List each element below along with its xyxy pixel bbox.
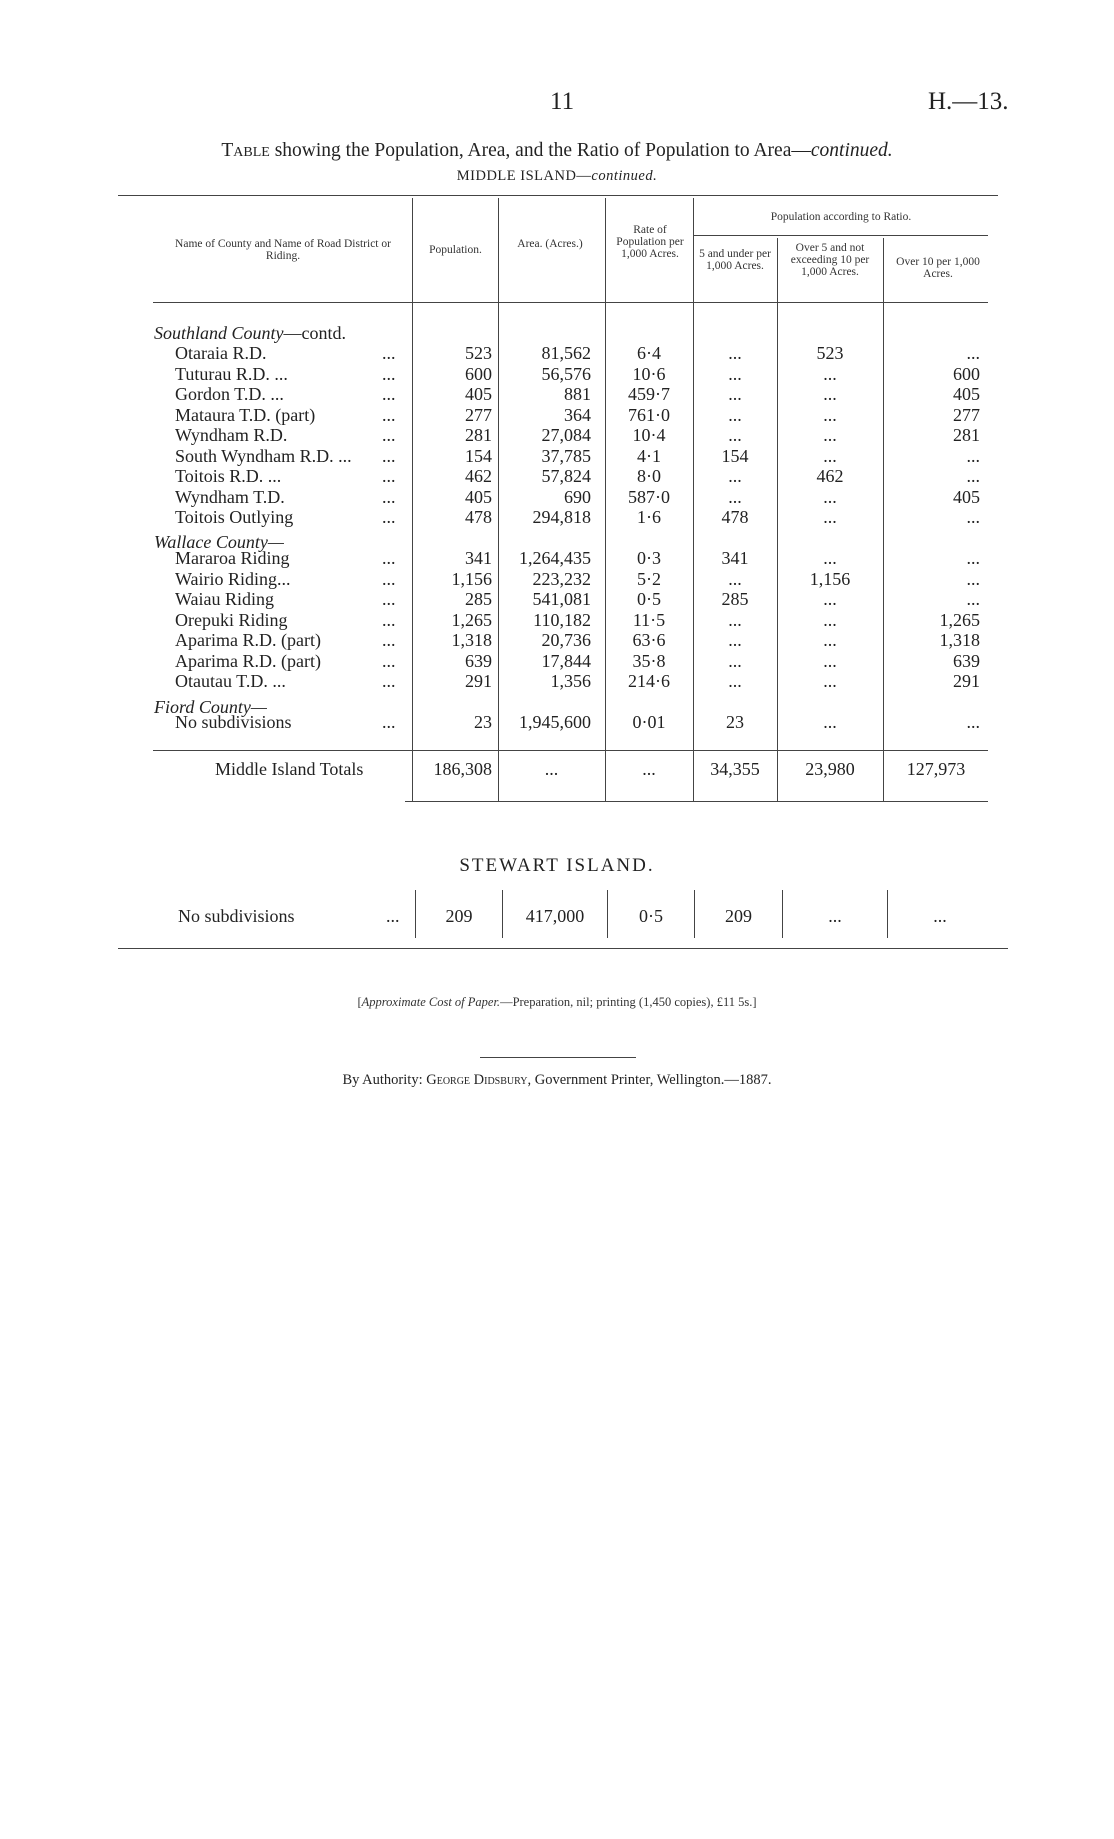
- cell-name: Orepuki Riding: [175, 609, 288, 630]
- cell-area: 20,736: [541, 630, 591, 650]
- authority-rule: [480, 1057, 636, 1058]
- cell-ratio-mid: ...: [823, 425, 837, 445]
- cell-leader-dots: ...: [382, 343, 396, 363]
- cell-ratio-mid: 1,156: [809, 568, 851, 589]
- cell-ratio-mid: ...: [823, 589, 837, 609]
- cell-ratio-high: 1,318: [939, 630, 980, 650]
- authority-prefix: By Authority:: [342, 1072, 427, 1088]
- totals-bottom-rule: [405, 801, 988, 802]
- cell-name: Otautau T.D. ...: [175, 671, 286, 691]
- table-top-rule: [118, 195, 998, 196]
- cell-ratio-low: ...: [728, 425, 742, 445]
- cell-area: 1,945,600: [519, 712, 591, 732]
- cell-ratio-low: 23: [726, 712, 744, 732]
- cell-area: 881: [564, 384, 591, 404]
- cell-ratio-low: 154: [721, 445, 749, 466]
- cell-rate: 5·2: [637, 568, 661, 589]
- cell-ratio-high: 291: [953, 671, 980, 691]
- cell-rate: 0·01: [632, 712, 666, 732]
- stewart-bottom-rule: [118, 948, 1008, 949]
- cell-ratio-low: ...: [728, 384, 742, 404]
- header-ratio-group: Population according to Ratio.: [770, 211, 912, 223]
- cell-rate: 63·6: [632, 630, 666, 650]
- title-prefix: Table: [221, 140, 270, 161]
- cell-name: Gordon T.D. ...: [175, 384, 284, 404]
- cell-population: 285: [465, 589, 492, 609]
- cell-rate: 214·6: [628, 671, 670, 691]
- cell-ratio-low: ...: [728, 630, 742, 650]
- header-ratio-mid: Over 5 and not exceeding 10 per 1,000 Acres.: [790, 242, 870, 278]
- cell-area: 1,356: [550, 671, 591, 691]
- cell-name: No subdivisions: [175, 712, 292, 732]
- cell-ratio-mid: ...: [823, 404, 837, 425]
- cell-leader-dots: ...: [382, 384, 396, 404]
- cell-area: 1,264,435: [519, 548, 591, 568]
- cell-rate: 761·0: [628, 404, 670, 425]
- cell-population: 277: [465, 404, 492, 425]
- stewart-name: No subdivisions: [178, 906, 295, 926]
- totals-ratio-mid: 23,980: [805, 759, 855, 779]
- document-reference: H.—13.: [928, 88, 1009, 115]
- totals-area: ...: [544, 759, 559, 779]
- cell-ratio-mid: ...: [823, 712, 837, 732]
- cell-leader-dots: ...: [382, 363, 396, 384]
- cell-population: 23: [474, 712, 492, 732]
- header-name: Name of County and Name of Road District or Riding.: [175, 238, 391, 262]
- group-fiord: Fiord County—: [154, 697, 267, 717]
- cell-population: 1,318: [451, 630, 492, 650]
- authority-suffix: , Government Printer, Wellington.—1887.: [527, 1072, 772, 1088]
- cell-leader-dots: ...: [382, 507, 396, 527]
- cell-ratio-high: 281: [953, 425, 980, 445]
- cell-ratio-mid: ...: [823, 650, 837, 671]
- cell-name: Aparima R.D. (part): [175, 630, 321, 650]
- cell-ratio-low: ...: [728, 466, 742, 486]
- cell-name: Otaraia R.D.: [175, 343, 267, 363]
- cell-ratio-high: ...: [966, 548, 980, 568]
- cell-rate: 35·8: [632, 650, 666, 671]
- cell-ratio-mid: ...: [823, 384, 837, 404]
- cell-ratio-low: ...: [728, 486, 742, 507]
- totals-top-rule: [153, 750, 988, 751]
- cell-name: Tuturau R.D. ...: [175, 363, 288, 384]
- stewart-ratio-high: ...: [933, 906, 947, 926]
- cell-ratio-low: 341: [721, 548, 749, 568]
- cell-ratio-mid: ...: [823, 363, 837, 384]
- cell-name: Wyndham R.D.: [175, 425, 288, 445]
- subtitle-main: MIDDLE ISLAND—: [456, 168, 592, 184]
- cell-rate: 10·6: [632, 363, 666, 384]
- cell-rate: 0·5: [637, 589, 661, 609]
- cell-area: 57,824: [541, 466, 591, 486]
- cell-population: 1,156: [451, 568, 492, 589]
- cell-ratio-low: 285: [721, 589, 749, 609]
- cell-ratio-high: 1,265: [939, 609, 980, 630]
- cell-leader-dots: ...: [382, 712, 396, 732]
- cell-area: 37,785: [541, 445, 591, 466]
- cell-ratio-high: ...: [966, 445, 980, 466]
- cell-leader-dots: ...: [382, 466, 396, 486]
- cell-population: 478: [465, 507, 492, 527]
- cell-area: 110,182: [533, 609, 591, 630]
- cell-ratio-low: ...: [728, 650, 742, 671]
- cell-ratio-low: ...: [728, 609, 742, 630]
- cell-ratio-low: 478: [721, 507, 749, 527]
- cell-name: Mataura T.D. (part): [175, 404, 316, 425]
- cell-ratio-high: ...: [966, 568, 980, 589]
- header-rate: Rate of Population per 1,000 Acres.: [616, 224, 684, 260]
- cell-leader-dots: ...: [382, 486, 396, 507]
- cell-leader-dots: ...: [382, 589, 396, 609]
- cell-population: 405: [465, 486, 492, 507]
- cell-ratio-low: ...: [728, 671, 742, 691]
- header-population: Population.: [429, 244, 482, 256]
- printer-name: George Didsbury: [426, 1072, 528, 1088]
- cell-population: 523: [465, 343, 492, 363]
- cell-area: 294,818: [532, 507, 591, 527]
- cost-note-text: —Preparation, nil; printing (1,450 copies), £11 5s.]: [500, 995, 757, 1009]
- cell-name: Wairio Riding...: [175, 568, 291, 589]
- cell-ratio-mid: ...: [823, 507, 837, 527]
- cell-area: 364: [564, 404, 591, 425]
- cell-rate: 1·6: [637, 507, 661, 527]
- cell-ratio-mid: ...: [823, 486, 837, 507]
- cell-population: 405: [465, 384, 492, 404]
- cell-leader-dots: ...: [382, 671, 396, 691]
- cell-leader-dots: ...: [382, 568, 396, 589]
- stewart-ratio-mid: ...: [828, 906, 842, 926]
- cell-rate: 11·5: [632, 609, 666, 630]
- cell-ratio-high: ...: [966, 589, 980, 609]
- cell-area: 81,562: [541, 343, 591, 363]
- cell-rate: 8·0: [637, 466, 661, 486]
- table-title: [0, 140, 1114, 162]
- cell-population: 291: [465, 671, 492, 691]
- stewart-rate: 0·5: [639, 906, 663, 926]
- totals-ratio-low: 34,355: [710, 759, 760, 779]
- totals-rate: ...: [642, 759, 656, 779]
- authority-line: [0, 1072, 1114, 1089]
- header-ratio-low: 5 and under per 1,000 Acres.: [699, 248, 771, 272]
- cost-note-open: [: [357, 995, 362, 1009]
- cell-ratio-mid: 462: [816, 466, 844, 486]
- ratio-group-rule: [694, 235, 988, 236]
- stewart-ratio-low: 209: [725, 906, 752, 926]
- cell-ratio-mid: ...: [823, 548, 837, 568]
- cell-ratio-high: ...: [966, 343, 980, 363]
- cell-name: South Wyndham R.D. ...: [175, 445, 352, 466]
- cell-ratio-high: 600: [953, 363, 980, 384]
- cell-ratio-mid: ...: [823, 445, 837, 466]
- cost-note-label: Approximate Cost of Paper.: [361, 995, 501, 1009]
- cell-name: Toitois R.D. ...: [175, 466, 282, 486]
- table-subtitle: [0, 168, 1114, 185]
- totals-label: Middle Island Totals: [215, 759, 364, 779]
- cell-name: Waiau Riding: [175, 589, 275, 609]
- totals-population: 186,308: [433, 759, 492, 779]
- cell-rate: 459·7: [628, 384, 670, 404]
- title-main: showing the Population, Area, and the Ratio of Population to Area—: [269, 140, 811, 161]
- page-number: 11: [550, 88, 575, 115]
- cell-ratio-low: ...: [728, 363, 742, 384]
- cell-population: 600: [465, 363, 492, 384]
- cell-area: 17,844: [541, 650, 591, 671]
- group-southland-suffix: —contd.: [283, 323, 346, 343]
- group-southland-name: Southland County: [154, 323, 284, 343]
- cell-ratio-mid: ...: [823, 630, 837, 650]
- header-ratio-high: Over 10 per 1,000 Acres.: [896, 256, 980, 280]
- cell-area: 56,576: [541, 363, 591, 384]
- cell-ratio-mid: ...: [823, 609, 837, 630]
- cell-area: 27,084: [541, 425, 591, 445]
- cell-ratio-high: 277: [953, 404, 980, 425]
- cell-name: Mararoa Riding: [175, 548, 290, 568]
- header-area: Area. (Acres.): [517, 238, 583, 250]
- cell-name: Wyndham T.D.: [175, 486, 285, 507]
- cell-population: 341: [465, 548, 492, 568]
- cell-ratio-high: ...: [966, 712, 980, 732]
- cell-leader-dots: ...: [382, 650, 396, 671]
- cell-leader-dots: ...: [382, 609, 396, 630]
- cell-ratio-high: 405: [953, 384, 980, 404]
- cell-ratio-low: ...: [728, 568, 742, 589]
- cell-rate: 587·0: [628, 486, 670, 507]
- cell-rate: 4·1: [637, 445, 661, 466]
- cell-ratio-mid: ...: [823, 671, 837, 691]
- cell-area: 223,232: [532, 568, 591, 589]
- cell-rate: 10·4: [632, 425, 666, 445]
- group-wallace: Wallace County—: [154, 532, 284, 552]
- cell-ratio-low: ...: [728, 343, 742, 363]
- stewart-area: 417,000: [525, 906, 585, 926]
- cell-ratio-mid: 523: [816, 343, 844, 363]
- cell-population: 281: [465, 425, 492, 445]
- cell-population: 1,265: [451, 609, 492, 630]
- header-bottom-rule: [153, 302, 988, 303]
- cost-note: [0, 995, 1114, 1010]
- stewart-dots: ...: [386, 906, 400, 926]
- cell-leader-dots: ...: [382, 548, 396, 568]
- cell-ratio-low: ...: [728, 404, 742, 425]
- cell-population: 639: [465, 650, 492, 671]
- cell-area: 690: [564, 486, 591, 507]
- cell-area: 541,081: [532, 589, 591, 609]
- cell-population: 462: [465, 466, 492, 486]
- stewart-population: 209: [445, 906, 473, 926]
- cell-rate: 0·3: [637, 548, 661, 568]
- cell-ratio-high: ...: [966, 507, 980, 527]
- subtitle-continued: continued.: [591, 168, 658, 184]
- title-continued: continued.: [810, 140, 893, 161]
- cell-leader-dots: ...: [382, 425, 396, 445]
- totals-ratio-high: 127,973: [906, 759, 966, 779]
- cell-name: Toitois Outlying: [175, 507, 294, 527]
- cell-leader-dots: ...: [382, 630, 396, 650]
- cell-name: Aparima R.D. (part): [175, 650, 321, 671]
- cell-leader-dots: ...: [382, 404, 396, 425]
- cell-population: 154: [465, 445, 492, 466]
- stewart-heading: STEWART ISLAND.: [459, 855, 655, 876]
- cell-rate: 6·4: [637, 343, 661, 363]
- cell-ratio-high: 639: [953, 650, 980, 671]
- cell-ratio-high: ...: [966, 466, 980, 486]
- cell-ratio-high: 405: [953, 486, 980, 507]
- cell-leader-dots: ...: [382, 445, 396, 466]
- group-southland: [154, 323, 346, 343]
